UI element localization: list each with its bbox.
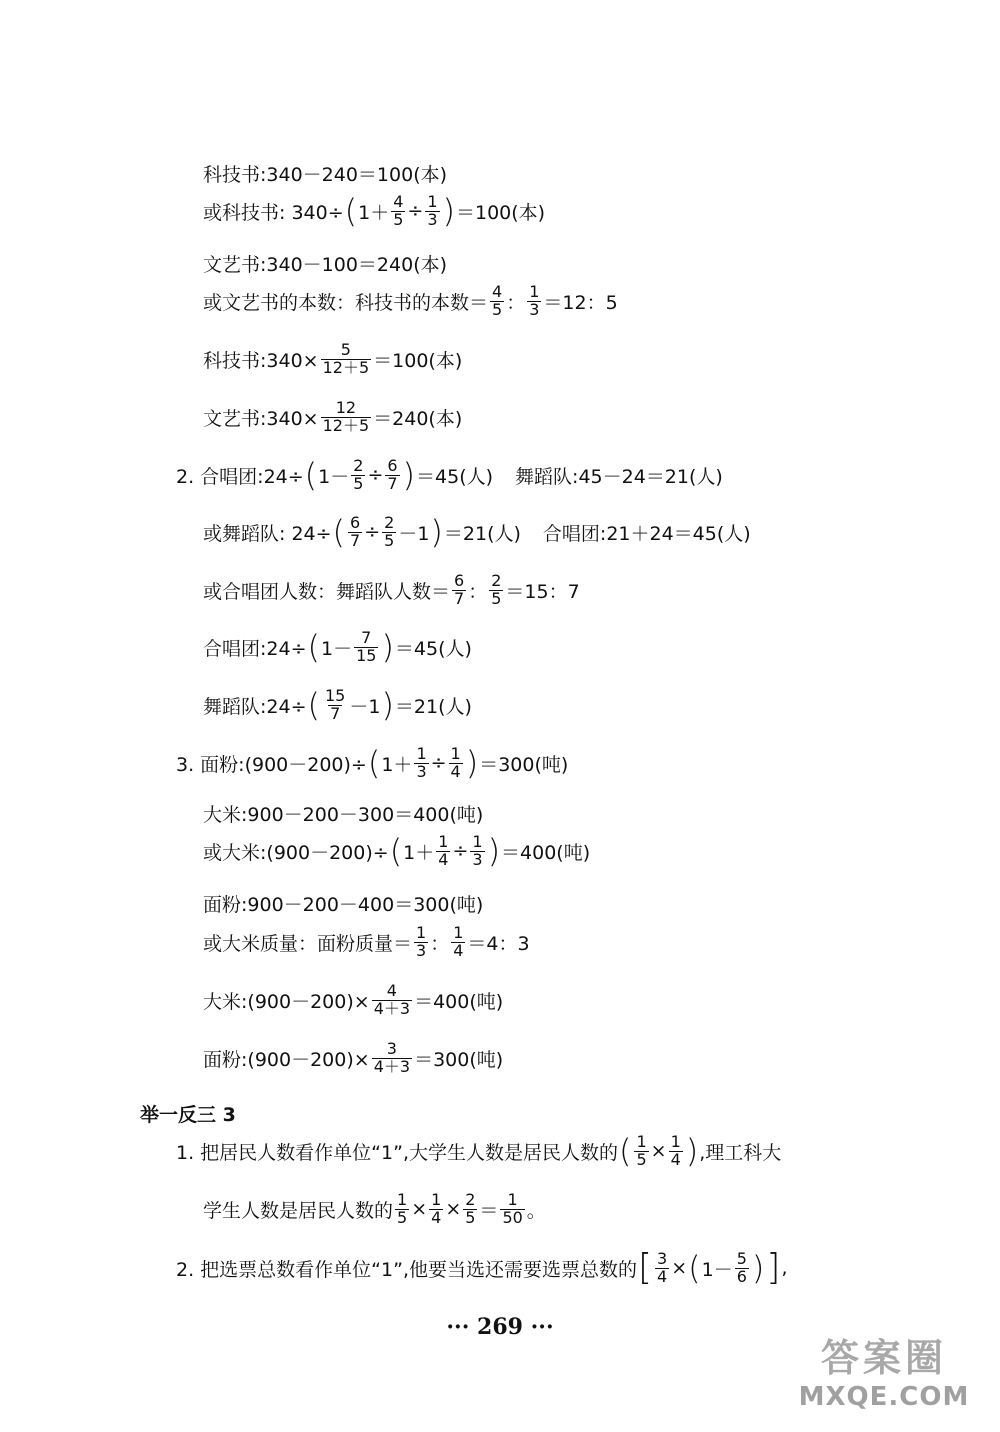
left-paren: ( bbox=[344, 192, 358, 231]
fraction: $\frac{15}{7}$ bbox=[324, 686, 346, 723]
fraction: $\frac{1}{3}$ bbox=[427, 192, 438, 229]
fraction: $\frac{1}{4}$ bbox=[438, 832, 449, 869]
fraction: $\frac{1}{50}$ bbox=[502, 1190, 523, 1227]
section-item-1-line-1: 1. 把居民人数看作单位“1”,大学生人数是居民人数的 ( $\frac{1}{5}$ × $\frac{1}{4}$ ) ,理工科大 bbox=[176, 1132, 782, 1171]
fraction: $\frac{4}{5}$ bbox=[492, 282, 503, 319]
section-item-2-line-1: 2. 把选票总数看作单位“1”,他要当选还需要选票总数的 [ $\frac{3}{4}$ × ( 1－ $\frac{5}{6}$ ) ] , bbox=[176, 1247, 788, 1288]
fraction: $\frac{3}{4}$ bbox=[657, 1248, 668, 1286]
line-q3-2: 大米:900－200－300＝400(吨) bbox=[203, 804, 484, 826]
line-q3-5: 或大米质量：面粉质量＝ $\frac{1}{3}$ ： $\frac{1}{4}$ ＝4：3 bbox=[203, 923, 530, 960]
fraction: $\frac{6}{7}$ bbox=[350, 513, 361, 550]
fraction: $\frac{7}{15}$ bbox=[356, 628, 377, 665]
fraction: $\frac{6}{7}$ bbox=[387, 456, 398, 493]
fraction: $\frac{6}{7}$ bbox=[454, 571, 465, 608]
line-q3-6: 大米:(900－200)× $\frac{4}{4+3}$ ＝400(吨) bbox=[203, 981, 504, 1018]
fraction: $\frac{5}{6}$ bbox=[736, 1248, 747, 1286]
fraction: $\frac{1}{4}$ bbox=[670, 1132, 681, 1169]
fraction: $\frac{1}{3}$ bbox=[472, 832, 483, 869]
fraction: $\frac{12}{12+5}$ bbox=[322, 398, 370, 435]
line-q2-1: 2. 合唱团:24÷ ( 1－ $\frac{2}{5}$ ÷ $\frac{6}{7}$ ) ＝45(人) 舞蹈队:45－24＝21(人) bbox=[176, 456, 723, 495]
right-paren: ) bbox=[442, 192, 455, 231]
line-q3-4: 面粉:900－200－400＝300(吨) bbox=[203, 894, 484, 916]
fraction: $\frac{1}{5}$ bbox=[636, 1132, 647, 1169]
line-q2-5: 舞蹈队:24÷ ( $\frac{15}{7}$ －1 ) ＝21(人) bbox=[203, 686, 472, 725]
fraction: $\frac{1}{3}$ bbox=[416, 744, 427, 781]
line-q3-7: 面粉:(900－200)× $\frac{3}{4+3}$ ＝300(吨) bbox=[203, 1039, 504, 1076]
fraction: $\frac{2}{5}$ bbox=[465, 1190, 476, 1227]
watermark-logo: 答案圈 MXQE.COM bbox=[798, 1336, 970, 1412]
fraction: $\frac{2}{5}$ bbox=[384, 513, 395, 550]
section-item-1-line-2: 学生人数是居民人数的 $\frac{1}{5}$ × $\frac{1}{4}$ × $\frac{2}{5}$ ＝ $\frac{1}{50}$ 。 bbox=[203, 1190, 546, 1227]
fraction: $\frac{1}{4}$ bbox=[450, 744, 461, 781]
page-number: ··· 269 ··· bbox=[446, 1314, 554, 1340]
fraction: $\frac{2}{5}$ bbox=[491, 571, 502, 608]
fraction: $\frac{1}{5}$ bbox=[397, 1190, 408, 1227]
fraction: $\frac{5}{12+5}$ bbox=[322, 340, 370, 377]
line-wenyi-2: 文艺书:340× $\frac{12}{12+5}$ ＝240(本) bbox=[203, 398, 463, 435]
line-keji-2: 或科技书: 340÷ ( 1＋ $\frac{4}{5}$ ÷ $\frac{1}{3}$ ) ＝100(本) bbox=[203, 192, 546, 231]
fraction: $\frac{1}{3}$ bbox=[416, 923, 427, 960]
fraction: $\frac{1}{4}$ bbox=[453, 923, 464, 960]
fraction: $\frac{2}{5}$ bbox=[353, 456, 364, 493]
fraction: $\frac{3}{4+3}$ bbox=[373, 1039, 411, 1076]
line-q3-1: 3. 面粉:(900－200)÷ ( 1＋ $\frac{1}{3}$ ÷ $\frac{1}{4}$ ) ＝300(吨) bbox=[176, 744, 569, 783]
fraction: $\frac{1}{3}$ bbox=[529, 282, 540, 319]
line-q2-2: 或舞蹈队: 24÷ ( $\frac{6}{7}$ ÷ $\frac{2}{5}$ －1 ) ＝21(人) 合唱团:21＋24＝45(人) bbox=[203, 513, 751, 552]
line-q2-3: 或合唱团人数：舞蹈队人数＝ $\frac{6}{7}$ ： $\frac{2}{5}$ ＝15：7 bbox=[203, 571, 580, 608]
fraction: $\frac{4}{4+3}$ bbox=[373, 981, 411, 1018]
line-keji-1: 科技书:340－240＝100(本) bbox=[203, 164, 448, 186]
section-title: 举一反三 3 bbox=[140, 1104, 236, 1126]
line-q3-3: 或大米:(900－200)÷ ( 1＋ $\frac{1}{4}$ ÷ $\frac{1}{3}$ ) ＝400(吨) bbox=[203, 832, 591, 871]
fraction: $\frac{1}{4}$ bbox=[431, 1190, 442, 1227]
line-ratio-1: 或文艺书的本数：科技书的本数＝ $\frac{4}{5}$ ： $\frac{1}{3}$ ＝12：5 bbox=[203, 282, 618, 319]
line-keji-3: 科技书:340× $\frac{5}{12+5}$ ＝100(本) bbox=[203, 340, 463, 377]
fraction: $\frac{4}{5}$ bbox=[393, 192, 404, 229]
line-wenyi-1: 文艺书:340－100＝240(本) bbox=[203, 254, 448, 276]
line-q2-4: 合唱团:24÷ ( 1－ $\frac{7}{15}$ ) ＝45(人) bbox=[203, 628, 472, 667]
